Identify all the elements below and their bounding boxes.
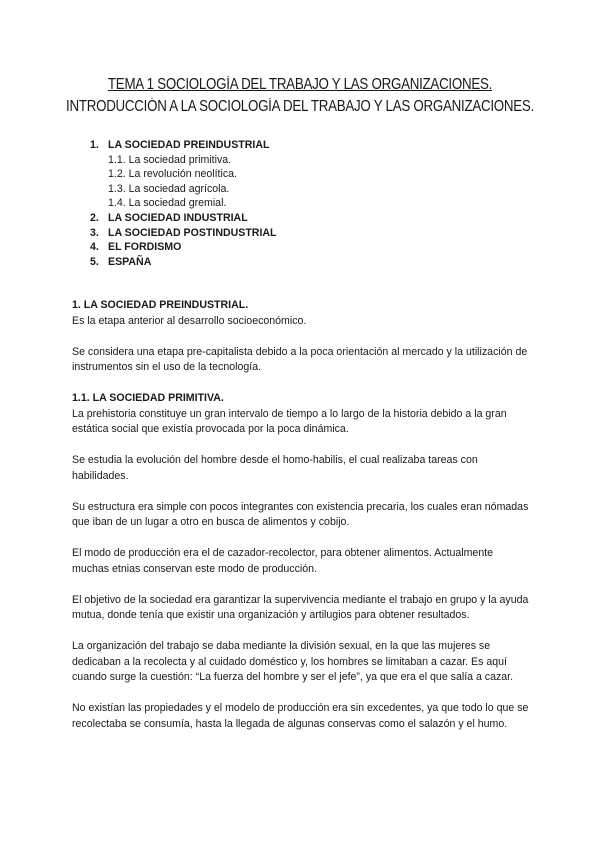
- toc-item-5: [90, 255, 277, 270]
- toc-item-4: [90, 240, 277, 255]
- toc-item-label: EL FORDISMO: [108, 241, 182, 254]
- toc-item-2: [90, 211, 277, 226]
- paragraph: La organización del trabajo se daba mediante la división sexual, en la que las mujeres se dedicaban a la recolecta y al cuidado doméstico y, los hombres se limitaban a cazar. Es aquí cuando surge la cuestión: “La fuerza del hombre y ser el jefe”, ya que era el que salía a cazar.: [72, 640, 514, 683]
- toc-subitem-1-4: 1.4. La sociedad gremial.: [108, 197, 227, 210]
- paragraph: No existían las propiedades y el modelo de producción era sin excedentes, ya que todo lo que se recolectaba se consumía, hasta la llegada de algunas conservas como el salazón y el humo.: [72, 702, 529, 730]
- paragraph: Su estructura era simple con pocos integrantes con existencia precaria, los cuales eran nómadas que iban de un lugar a otro en busca de alimentos y cobijo.: [72, 500, 529, 528]
- subsection-heading: 1.1. LA SOCIEDAD PRIMITIVA.: [72, 392, 224, 404]
- document-body: [72, 298, 532, 748]
- paragraph: Se considera una etapa pre-capitalista debido a la poca orientación al mercado y la utilización de instrumentos sin el uso de la tecnología.: [72, 345, 528, 373]
- toc-subitem-1-2: 1.2. La revolución neolítica.: [108, 168, 237, 181]
- toc-item-number: 1.: [90, 139, 99, 151]
- document-subtitle: INTRODUCCIÓN A LA SOCIOLOGÍA DEL TRABAJO Y LAS ORGANIZACIONES.: [66, 98, 534, 115]
- paragraph: Es la etapa anterior al desarrollo socioeconómico.: [72, 314, 307, 327]
- toc-item-number: 5.: [90, 255, 99, 268]
- toc-item-number: 2.: [90, 211, 99, 224]
- paragraph: Se estudia la evolución del hombre desde el homo-habilis, el cual realizaba tareas con habilidades.: [72, 454, 478, 482]
- paragraph: El modo de producción era el de cazador-recolector, para obtener alimentos. Actualmente muchas etnias conservan este modo de producción.: [72, 547, 494, 575]
- toc-item-label: LA SOCIEDAD INDUSTRIAL: [108, 211, 248, 224]
- toc-subitem-1-1: 1.1. La sociedad primitiva.: [108, 153, 232, 166]
- toc-item-number: 3.: [90, 226, 99, 239]
- paragraph: El objetivo de la sociedad era garantizar la supervivencia mediante el trabajo en grupo y la ayuda mutua, donde tenía que existir una organización y artilugios para obtener resultados.: [72, 593, 529, 621]
- toc-subitem-1-3: 1.3. La sociedad agrícola.: [108, 182, 230, 195]
- section-heading: 1. LA SOCIEDAD PREINDUSTRIAL.: [72, 299, 249, 311]
- toc-item-label: LA SOCIEDAD PREINDUSTRIAL: [108, 139, 270, 151]
- paragraph: La prehistoria constituye un gran intervalo de tiempo a lo largo de la historia debido a la gran estática social que existía provocada por la poca dinámica.: [72, 407, 507, 435]
- document-title: TEMA 1 SOCIOLOGÍA DEL TRABAJO Y LAS ORGANIZACIONES.: [107, 76, 493, 93]
- toc-item-label: LA SOCIEDAD POSTINDUSTRIAL: [108, 226, 277, 239]
- toc-item-1: [90, 138, 277, 153]
- table-of-contents: [90, 138, 277, 269]
- toc-item-number: 4.: [90, 241, 99, 254]
- toc-item-label: ESPAÑA: [108, 255, 152, 268]
- toc-item-3: [90, 226, 277, 241]
